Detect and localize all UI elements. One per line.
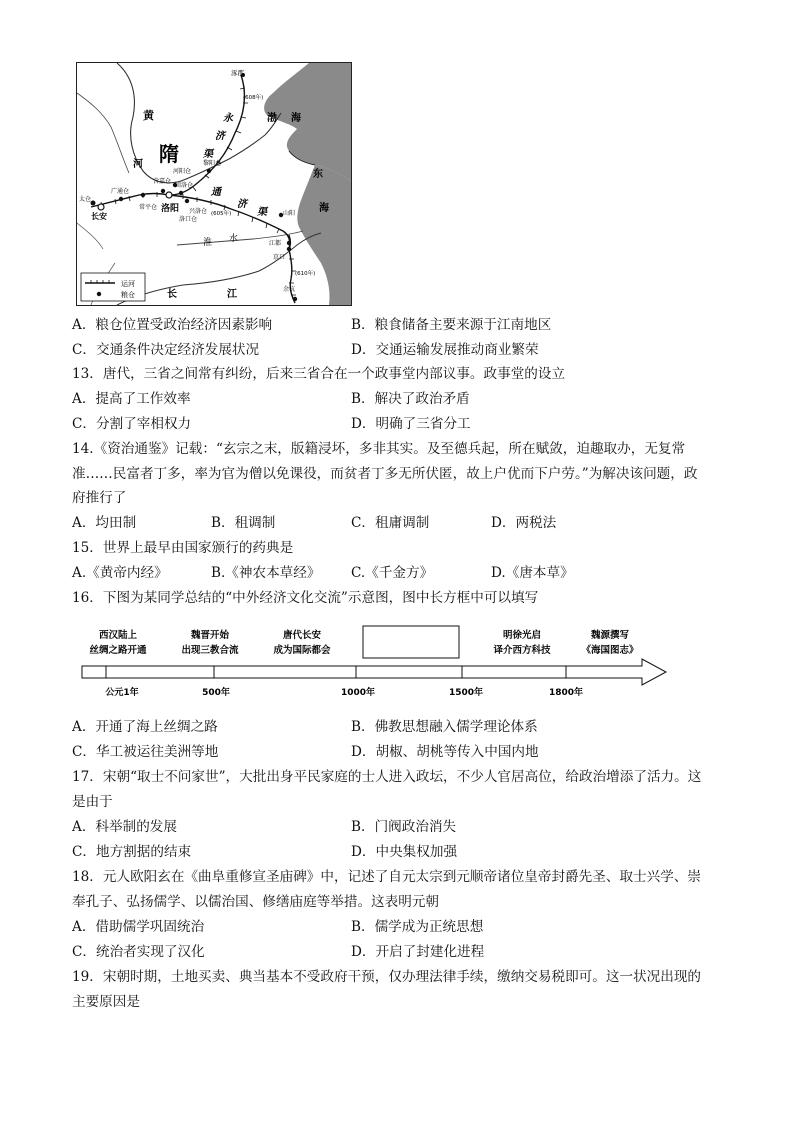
map-label: 兴洛仓 xyxy=(189,208,208,215)
map-label: 京口 xyxy=(273,254,286,261)
map-label: 渤 xyxy=(267,113,277,124)
map-label: 黎阳仓 xyxy=(203,160,222,167)
timeline-event-1-line1: 西汉陆上 xyxy=(98,630,138,641)
q17-stem-line1: 17．宋朝“取士不问家世”，大批出身平民家庭的士人进入政坛，不少人官居高位，给政治增添了活力。这 xyxy=(72,769,702,785)
q15-option-c: C.《千金方》 xyxy=(351,565,434,581)
q14-stem-line1: 14.《资治通鉴》记载：“玄宗之末，版籍浸坏，多非其实。及至德兵起，所在赋敛，迫趣取办，无复常 xyxy=(72,441,686,457)
map-label: 通 xyxy=(211,187,221,198)
timeline-arrow xyxy=(82,659,666,685)
map-label: (605年) xyxy=(211,211,232,217)
map-label: 黄 xyxy=(143,109,154,122)
map-label: 济 xyxy=(237,199,247,210)
map-label: 回洛仓 xyxy=(175,182,194,189)
q18-option-b: B．儒学成为正统思想 xyxy=(351,919,484,935)
q13-option-b: B．解决了政治矛盾 xyxy=(351,391,470,407)
timeline-year-3: 1000年 xyxy=(340,688,376,698)
map-legend xyxy=(81,273,145,301)
timeline-event-2-line2: 出现三教合流 xyxy=(181,645,239,656)
timeline-event-4-line2: 译介西方科技 xyxy=(493,645,551,656)
map-label: 洛口仓 xyxy=(179,216,198,223)
exchange-timeline xyxy=(76,622,676,702)
map-label: 江都 xyxy=(269,240,282,247)
timeline-event-2-line1: 魏晋开始 xyxy=(190,630,230,641)
q18-stem-line2: 奉孔子、弘扬儒学、以儒治国、修缮庙庭等举措。这表明元朝 xyxy=(72,894,440,910)
q16-stem: 16．下图为某同学总结的“中外经济文化交流”示意图，图中长方框中可以填写 xyxy=(72,590,539,606)
huai-river xyxy=(177,231,303,245)
q17-option-a: A．科举制的发展 xyxy=(72,819,177,835)
timeline-year-4: 1500年 xyxy=(448,688,484,698)
map-label: 洛阳 xyxy=(161,204,180,214)
q19-stem-line1: 19．宋朝时期，土地买卖、典当基本不受政府干预，仅办理法律手续，缴纳交易税即可。这一状况出现的 xyxy=(72,969,702,985)
legend-granary-label: 粮仓 xyxy=(121,291,135,299)
map-title: 隋 xyxy=(159,142,179,166)
map-label: 河 xyxy=(133,159,143,170)
q13-option-c: C．分割了宰相权力 xyxy=(72,416,192,432)
timeline-event-3-line2: 成为国际都会 xyxy=(273,645,331,656)
sui-canal-map xyxy=(76,62,352,306)
timeline-event-4-line1: 明徐光启 xyxy=(502,630,542,641)
q17-option-c: C．地方割据的结束 xyxy=(72,844,192,860)
q15-stem: 15．世界上最早由国家颁行的药典是 xyxy=(72,540,294,556)
yongji-canal xyxy=(169,75,244,195)
map-label: 江 xyxy=(227,289,237,300)
timeline-event-1-line2: 丝绸之路开通 xyxy=(89,645,147,656)
east-sea xyxy=(297,165,351,305)
q18-option-d: D．开启了封建化进程 xyxy=(351,944,485,960)
timeline-year-5: 1800年 xyxy=(548,688,584,698)
q15-option-d: D.《唐本草》 xyxy=(491,565,574,581)
map-label: 永 xyxy=(223,113,233,124)
map-label: 涿郡 xyxy=(231,69,244,77)
q14-stem-line3: 府推行了 xyxy=(72,490,127,506)
map-label: 渠 xyxy=(257,207,267,218)
map-label: 河阳仓 xyxy=(173,168,192,175)
q12-option-d: D．交通运输发展推动商业繁荣 xyxy=(351,342,539,358)
map-label: 海 xyxy=(319,203,329,214)
map-label: 渠 xyxy=(203,149,213,160)
q19-stem-line2: 主要原因是 xyxy=(72,994,140,1010)
map-label: 广通仓 xyxy=(111,188,130,195)
q18-stem-line1: 18．元人欧阳玄在《曲阜重修宣圣庙碑》中，记述了自元太宗到元顺帝诸位皇帝封爵先圣、取士兴学、崇 xyxy=(72,869,702,885)
q14-stem-line2: 准……民富者丁多，率为官为僧以免课役，而贫者丁多无所伏匿，故上户优而下户劳。”为解决该问题，政 xyxy=(72,466,698,482)
map-label: 济 xyxy=(215,131,225,142)
q16-option-d: D．胡椒、胡桃等传入中国内地 xyxy=(351,744,539,760)
timeline-event-5-line2: 《海国图志》 xyxy=(581,645,639,656)
timeline-event-5-line1: 魏源撰写 xyxy=(590,630,630,641)
map-label: 常平仓 xyxy=(139,204,158,211)
timeline-year-1: 公元1年 xyxy=(105,688,139,698)
q13-option-a: A．提高了工作效率 xyxy=(72,391,191,407)
q17-stem-line2: 是由于 xyxy=(72,794,113,810)
q12-option-a: A．粮仓位置受政治经济因素影响 xyxy=(72,317,273,333)
q14-option-c: C．租庸调制 xyxy=(351,515,430,531)
map-label: 山阳 xyxy=(283,210,296,217)
q14-option-a: A．均田制 xyxy=(72,515,137,531)
map-label: (610年) xyxy=(295,271,316,277)
timeline-year-2: 500年 xyxy=(202,688,230,698)
q16-option-a: A．开通了海上丝绸之路 xyxy=(72,719,218,735)
q13-stem: 13．唐代，三省之间常有纠纷，后来三省合在一个政事堂内部议事。政事堂的设立 xyxy=(72,366,566,382)
blank-answer-box xyxy=(363,626,459,658)
map-label: 东 xyxy=(313,169,323,180)
map-label: 太仓 xyxy=(79,196,92,203)
q14-option-b: B．租调制 xyxy=(211,515,276,531)
q16-option-b: B．佛教思想融入儒学理论体系 xyxy=(351,719,538,735)
map-label: 水 xyxy=(229,234,239,244)
q13-option-d: D．明确了三省分工 xyxy=(351,416,471,432)
map-label: 淮 xyxy=(203,238,213,248)
q16-option-c: C．华工被运往美洲等地 xyxy=(72,744,219,760)
q12-option-c: C．交通条件决定经济发展状况 xyxy=(72,342,260,358)
map-label: (608年) xyxy=(243,95,264,101)
q17-option-d: D．中央集权加强 xyxy=(351,844,458,860)
q12-option-b: B．粮食储备主要来源于江南地区 xyxy=(351,317,552,333)
q17-option-b: B．门阀政治消失 xyxy=(351,819,457,835)
timeline-event-3-line1: 唐代长安 xyxy=(282,630,322,641)
timeline-svg xyxy=(76,622,676,702)
map-label: 海 xyxy=(291,113,301,124)
q15-option-b: B.《神农本草经》 xyxy=(211,565,321,581)
map-label: 含嘉仓 xyxy=(153,178,172,185)
q18-option-a: A．借助儒学巩固统治 xyxy=(72,919,205,935)
q15-option-a: A.《黄帝内经》 xyxy=(72,565,168,581)
q18-option-c: C．统治者实现了汉化 xyxy=(72,944,205,960)
map-label: 余杭 xyxy=(283,286,296,293)
map-label: 长 xyxy=(167,289,177,300)
map-svg xyxy=(77,63,351,305)
map-label: 长安 xyxy=(91,212,107,221)
legend-canal-label: 运河 xyxy=(121,280,135,288)
q14-option-d: D．两税法 xyxy=(491,515,557,531)
